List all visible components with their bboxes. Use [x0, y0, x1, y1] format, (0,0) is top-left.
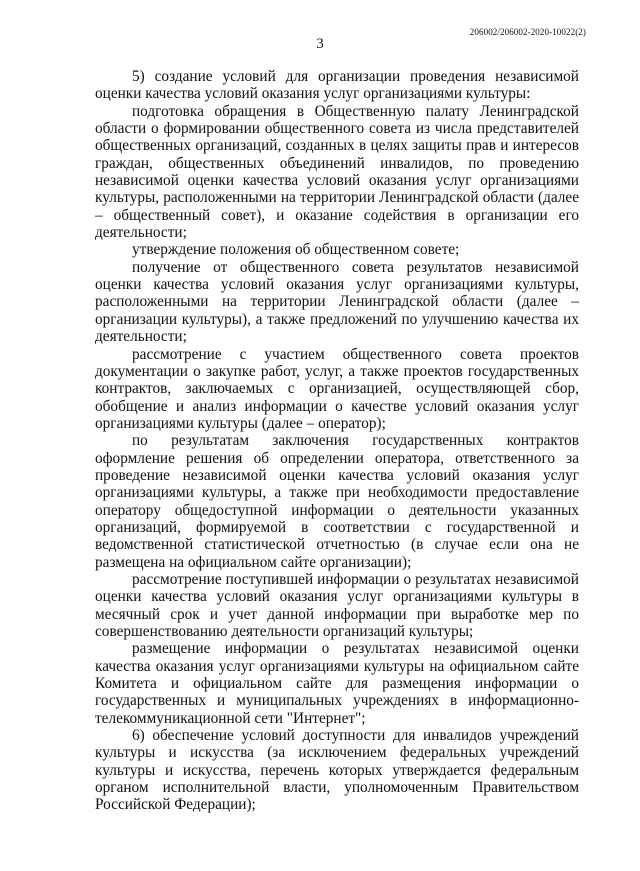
page-number: 3: [316, 36, 324, 52]
paragraph-publish-results: размещение информации о результатах независимой оценки качества оказания услуг организациями культуры на официальном сайте Комитета и официальном сайте для размещения информации о государственных и муниципальных учреждениях в информационно-телекоммуникационной сети "Интернет";: [95, 640, 579, 727]
paragraph-operator-decision: по результатам заключения государственных контрактов оформление решения об определении оператора, ответственного за проведение независимой оценки качества условий оказания услуг организациями культуры, а также при необходимости предоставление оператору общедоступной информации о деятельности указанных организаций, формируемой в соответствии с государственной и ведомственной статистической отчетностью (в случае если она не размещена на официальном сайте организации);: [95, 432, 579, 571]
document-body: [95, 68, 579, 814]
paragraph-review-documentation: рассмотрение с участием общественного совета проектов документации о закупке работ, услуг, а также проектов государственных контрактов, заключаемых с организацией, осуществляющей сбор, обобщение и анализ информации о качестве условий оказания услуг организациями культуры (далее – оператор);: [95, 345, 579, 432]
paragraph-public-chamber-appeal: подготовка обращения в Общественную палату Ленинградской области о формировании общественного совета из числа представителей общественных организаций, созданных в целях защиты прав и интересов граждан, общественных объединений инвалидов, по проведению независимой оценки качества условий оказания услуг организациями культуры, расположенными на территории Ленинградской области (далее – общественный совет), и оказание содействия в организации его деятельности;: [95, 102, 579, 242]
paragraph-review-information: рассмотрение поступившей информации о результатах независимой оценки качества условий оказания услуг организациями культуры в месячный срок и учет данной информации при выработке мер по совершенствованию деятельности организаций культуры;: [95, 570, 579, 640]
paragraph-item-5: 5) создание условий для организации проведения независимой оценки качества условий оказания услуг организациями культуры:: [95, 68, 579, 103]
document-id: 206002/206002-2020-10022(2): [469, 27, 586, 37]
paragraph-receive-results: получение от общественного совета результатов независимой оценки качества условий оказания услуг организациями культуры, расположенными на территории Ленинградской области (далее – организации культуры), а также предложений по улучшению качества их деятельности;: [95, 258, 579, 346]
paragraph-council-regulation: утверждение положения об общественном совете;: [132, 241, 460, 259]
paragraph-item-6: 6) обеспечение условий доступности для инвалидов учреждений культуры и искусства (за исключением федеральных учреждений культуры и искусства, перечень которых утверждается федеральным органом исполнительной власти, уполномоченным Правительством Российской Федерации);: [95, 727, 579, 814]
